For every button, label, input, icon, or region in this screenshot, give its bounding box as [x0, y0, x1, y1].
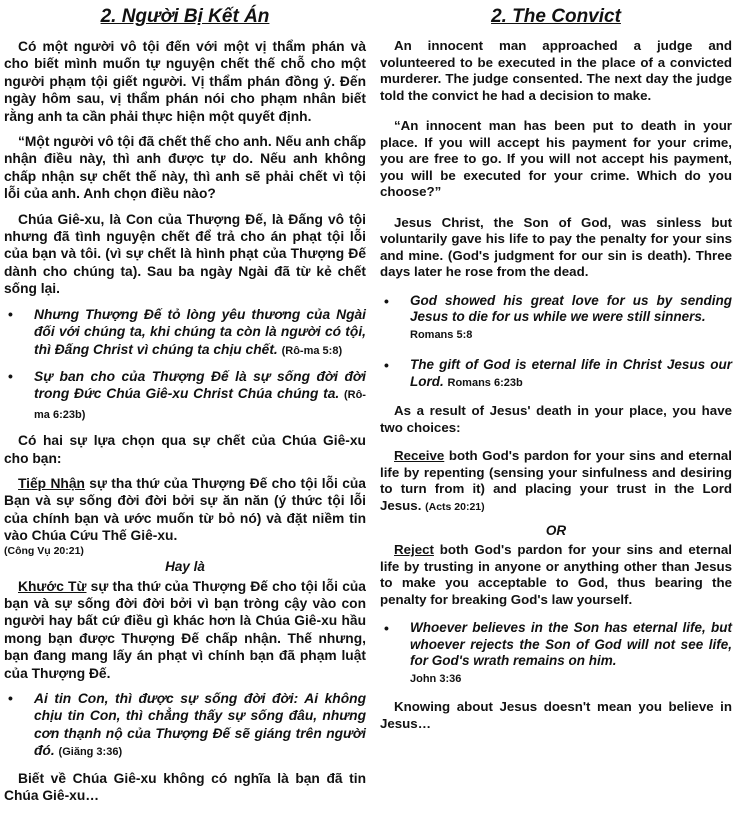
left-paragraph-5: Biết về Chúa Giê-xu không có nghĩa là bạn đã tin Chúa Giê-xu… — [4, 770, 366, 804]
right-bullet-2-ref: Romans 6:23b — [447, 376, 523, 389]
vietnamese-column — [4, 0, 366, 812]
right-paragraph-2: “An innocent man has been put to death in your place. If you will accept his payment for your crime, you are free to go. If you will not accept his payment, you will be executed for your crime. Which do you choose?” — [380, 118, 732, 199]
left-bullet-3 — [4, 690, 366, 762]
left-paragraph-4: Có hai sự lựa chọn qua sự chết của Chúa Giê-xu cho bạn: — [4, 433, 366, 466]
left-bullet-3-text: Ai tin Con, thì được sự sống đời đời: Ai không chịu tin Con, thì chẳng thấy sự sống đâu, nhưng cơn thạnh nộ của Thượng Đế sẽ giáng trên người đó. — [34, 691, 366, 759]
left-bullet-2-text: Sự ban cho của Thượng Đế là sự sống đời đời trong Đức Chúa Giê-xu Christ Chúa chúng ta. — [34, 368, 366, 402]
left-title: 2. Người Bị Kết Án — [100, 6, 270, 27]
left-receive-text: sự tha thứ của Thượng Đế cho tội lỗi của Bạn và sự sống đời đời bởi sự ăn năn (ý thức tội lỗi của chính bạn và ước muốn từ bỏ nó) và đặt niềm tin vào Chúa Cứu Thế Giê-xu. — [4, 475, 366, 544]
left-paragraph-1: Có một người vô tội đến với một vị thẩm phán và cho biết mình muốn tự nguyện chết thế chỗ cho một người phạm tội giết người. Vị thẩm phán đồng ý. Đến ngày hôm sau, vị thẩm phán nói cho phạm nhân biết rằng anh ta cần phải thực hiện một quyết định. — [4, 39, 366, 124]
right-bullet-2 — [380, 357, 732, 391]
left-reject — [4, 578, 366, 682]
right-receive-text: both God's pardon for your sins and eternal life by repenting (sensing your sinfulness and desiring to turn from it) and placing your trust in the Lord Jesus. — [380, 448, 732, 513]
right-bullet-1-text: God showed his great love for us by sending Jesus to die for us while we were still sinners. — [410, 292, 732, 324]
left-receive-word: Tiếp Nhận — [18, 475, 85, 491]
left-paragraph-3: Chúa Giê-xu, là Con của Thượng Đế, là Đấng vô tội nhưng đã tình nguyện chết để trả cho án phạt tội lỗi của bạn và tôi. (vì sự chết là hình phạt của Thượng Đế dành cho chúng ta). Sau ba ngày Ngài đã từ kẻ chết sống lại. — [4, 211, 366, 297]
left-bullet-1 — [4, 306, 366, 360]
right-paragraph-4: As a result of Jesus' death in your place, you have two choices: — [380, 403, 732, 435]
left-bullet-2-ref: (Rô-ma 6:23b) — [34, 389, 366, 421]
bullet-icon: • — [384, 292, 389, 309]
english-column — [380, 0, 732, 740]
left-bullet-2 — [4, 368, 366, 424]
right-bullet-3-ref: John 3:36 — [410, 672, 462, 685]
bullet-icon: • — [8, 367, 13, 384]
bullet-icon: • — [8, 305, 13, 322]
right-receive-word: Receive — [394, 448, 445, 463]
bullet-icon: • — [384, 357, 389, 373]
right-bullet-3 — [380, 620, 732, 687]
right-receive-ref: (Acts 20:21) — [425, 500, 485, 513]
right-paragraph-3: Jesus Christ, the Son of God, was sinless but voluntarily gave his life to pay the penalty for your sins and mine. (God's judgment for our sin is death). Three days later he rose from the dead. — [380, 214, 732, 279]
left-or: Hay là — [165, 558, 205, 574]
right-bullet-1 — [380, 293, 732, 344]
right-bullet-2-text: The gift of God is eternal life in Christ Jesus our Lord. — [410, 357, 732, 389]
left-receive-ref: (Công Vụ 20:21) — [4, 544, 84, 557]
bullet-icon: • — [8, 690, 13, 706]
left-reject-text: sự tha thứ của Thượng Đế cho tội lỗi của bạn và sự sống đời đời bởi vì bạn tròng cậy vào con người hay bất cứ điều gì khác hơn là Chúa Giê-xu hầu mong bạn được Thượng Đế chấp nhận. Thế nhưng, bạn đang mang lấy án phạt vì chính bạn đã phạm luật của Thượng Đế. — [4, 578, 366, 681]
right-title: 2. The Convict — [491, 6, 621, 27]
right-receive — [380, 448, 732, 515]
left-bullet-1-text: Nhưng Thượng Đế tỏ lòng yêu thương của Ngài đối với chúng ta, khi chúng ta còn là người có tội, thì Đấng Christ vì chúng ta chịu chết. — [34, 306, 366, 357]
right-paragraph-1: An innocent man approached a judge and volunteered to be executed in the place of a convicted murderer. The judge consented. The next day the judge told the convict he had a decision to make. — [380, 38, 732, 103]
right-reject-text: both God's pardon for your sins and eternal life by trusting in anyone or anything other than Jesus to make you acceptable to God, thus bearing the penalty for breaking God's law yourself. — [380, 542, 732, 607]
right-paragraph-5: Knowing about Jesus doesn't mean you believe in Jesus… — [380, 699, 732, 731]
bullet-icon: • — [384, 620, 389, 636]
right-bullet-3-text: Whoever believes in the Son has eternal life, but whoever rejects the Son of God will not see life, for God's wrath remains on him. — [410, 620, 732, 668]
right-reject-word: Reject — [394, 542, 434, 557]
right-or: OR — [545, 523, 567, 538]
left-reject-word: Khước Từ — [18, 578, 87, 594]
left-bullet-1-ref: (Rô-ma 5:8) — [281, 344, 343, 357]
left-bullet-3-ref: (Giăng 3:36) — [58, 746, 123, 759]
right-reject — [380, 542, 732, 608]
left-paragraph-2: “Một người vô tội đã chết thế cho anh. Nếu anh chấp nhận điều này, thì anh được tự do. Nếu anh không chấp nhận sự chết thế này, thì anh sẽ phải chết vì tội lỗi của anh. Anh chọn điều nào? — [4, 134, 366, 202]
left-receive — [4, 475, 366, 545]
right-bullet-1-ref: Romans 5:8 — [410, 328, 473, 341]
